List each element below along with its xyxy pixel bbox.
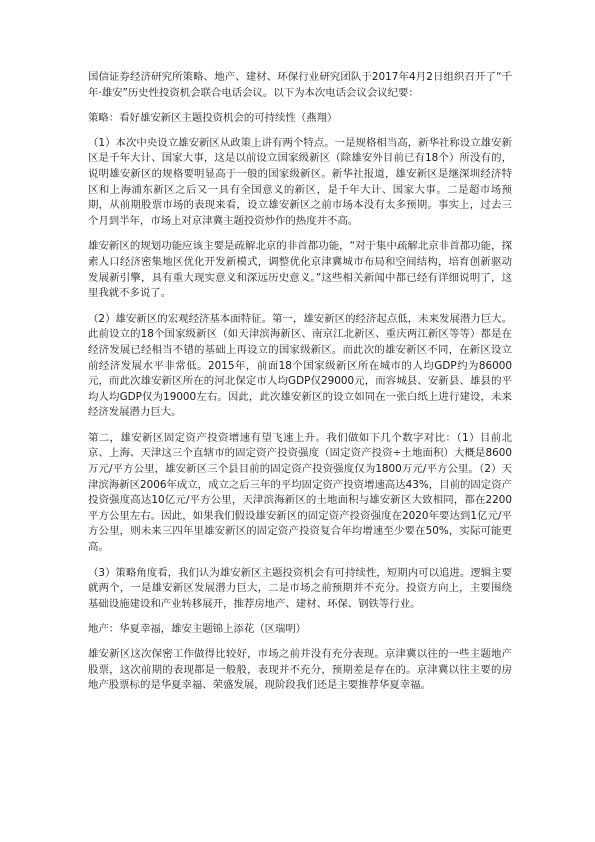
paragraph-investment-growth: 第二，雄安新区固定资产投资增速有望飞速上升。我们做如下几个数字对比：（1）目前北京、上海、天津这三个直辖市的固定资产投资强度（固定资产投资÷土地面积）大概是8600万元/平方公里，雄安新区三个县目前的固定资产投资强度仅为1800万元/平方公里。（2）天津滨海新区2006年成立，成立之后三年的平均固定资产投资增速高达43%，目前的固定资产投资强度高达10亿元/平方公里，天津滨海新区的土地面积与雄安新区大致相同，都在2200平方公里左右。因此，如果我们假设雄安新区的固定资产投资强度在2020年要达到1亿元/平方公里，则未来三四年里雄安新区的固定资产投资复合年均增速至少要在50%，实际可能更高。 [88, 431, 512, 554]
section-heading-real-estate: 地产：华夏幸福，雄安主题锦上添花（区瑞明） [88, 623, 307, 636]
paragraph-strategy-view: （3）策略角度看，我们认为雄安新区主题投资机会有可持续性，短期内可以追进。逻辑主要就两个，一是雄安新区发展潜力巨大，二是市场之前预期并不充分。投资方向上，主要围绕基础设施建设和产业转移展开，推荐房地产、建材、环保、钢铁等行业。 [88, 566, 512, 610]
paragraph-real-estate: 雄安新区这次保密工作做得比较好，市场之前并没有充分表现。京津冀以往的一些主题地产股票，这次前期的表现都是一般般，表现并不充分，预期差是存在的。京津冀以往主要的房地产股票标的是华夏幸福、荣盛发展，现阶段我们还是主要推荐华夏幸福。 [88, 648, 512, 692]
section-heading-strategy: 策略：看好雄安新区主题投资机会的可持续性（燕翔） [88, 112, 338, 125]
paragraph-policy-features: （1）本次中央设立雄安新区从政策上讲有两个特点。一是规格相当高，新华社称设立雄安新区是千年大计、国家大事，这是以前设立国家级新区（除雄安外目前已有18个）所没有的，说明雄安新区的规格要明显高于一般的国家级新区。新华社报道，雄安新区是继深圳经济特区和上海浦东新区之后又一具有全国意义的新区，是千年大计、国家大事。二是超市场预期，从前期股票市场的表现来看，设立雄安新区之前市场本没有太多预期。事实上，过去三个月到半年，市场上对京津冀主题投资炒作的热度并不高。 [88, 136, 512, 227]
intro-paragraph: 国信证券经济研究所策略、地产、建材、环保行业研究团队于2017年4月2日组织召开了“千年·雄安”历史性投资机会联合电话会议。以下为本次电话会议会议纪要： [88, 71, 512, 99]
paragraph-macro-fundamentals: （2）雄安新区的宏观经济基本面特征。第一，雄安新区的经济起点低，未来发展潜力巨大。此前设立的18个国家级新区（如天津滨海新区、南京江北新区、重庆两江新区等等）都是在经济发展已经相当不错的基础上再设立的国家级新区。而此次的雄安新区不同，在新区设立前经济发展水平非常低。2015年，前面18个国家级新区所在城市的人均GDP约为86000元，而此次雄安新区所在的河北保定市人均GDP仅29000元，而容城县、安新县、雄县的平均人均GDP仅为19000左右。因此，此次雄安新区的设立如同在一张白纸上进行建设，未来经济发展潜力巨大。 [88, 312, 512, 419]
paragraph-planning-function: 雄安新区的规划功能应该主要是疏解北京的非首都功能，“对于集中疏解北京非首都功能，探索人口经济密集地区优化开发新模式，调整优化京津冀城市布局和空间结构，培育创新驱动发展新引擎，具有重大现实意义和深远历史意义。”这些相关新闻中都已经有详细说明了，这里我就不多说了。 [88, 240, 512, 300]
document-body [88, 70, 512, 702]
